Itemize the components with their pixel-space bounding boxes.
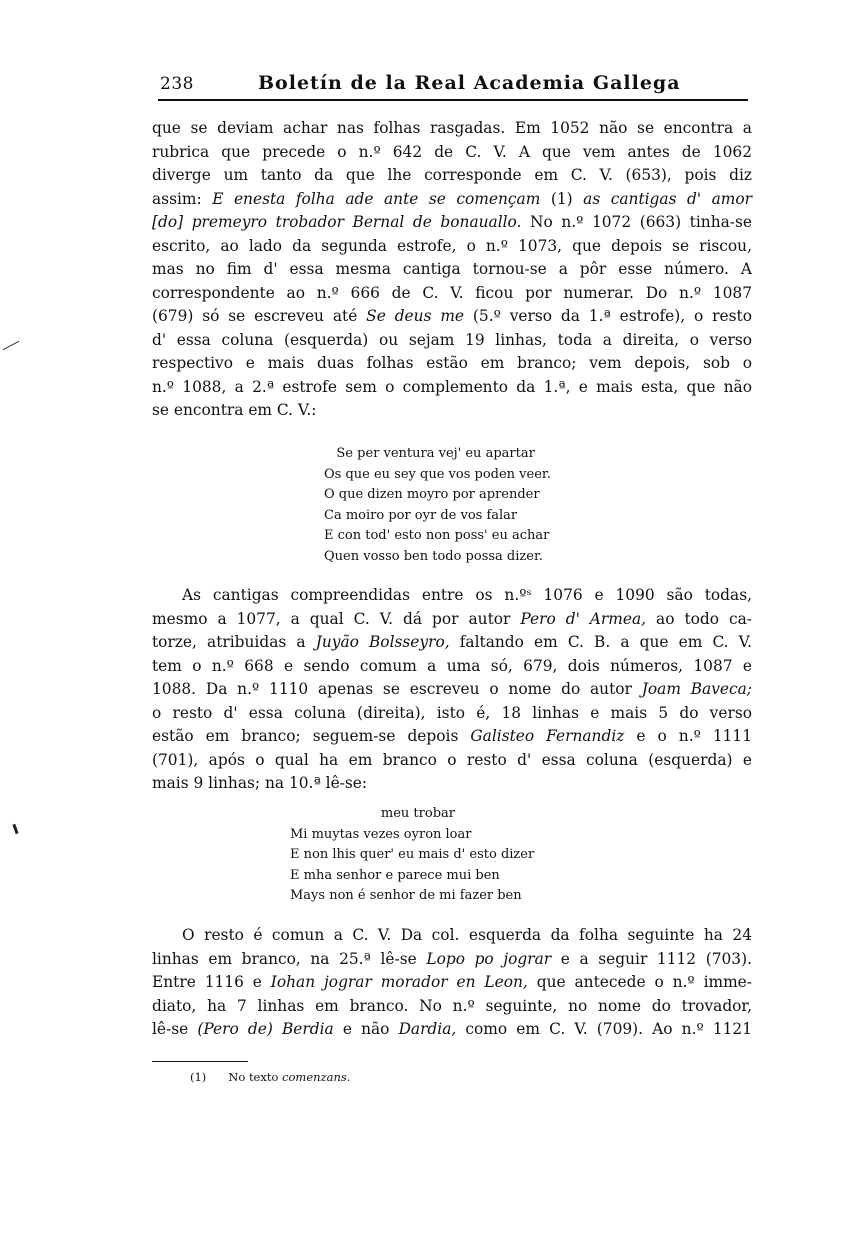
text: como em C. V. (709). Ao n.º 1121: [456, 1020, 753, 1038]
text: (1): [540, 189, 584, 208]
text-line: [152, 329, 752, 353]
text: e o n.º 1111: [624, 727, 753, 745]
text: respectivo e mais duas folhas estão em branco; vem depois, sob o: [152, 354, 752, 372]
text-line: [152, 584, 752, 608]
text-line: [152, 971, 752, 995]
text-line: [152, 164, 752, 188]
text: No n.º 1072 (663) tinha-se: [521, 213, 752, 231]
text: que se deviam achar nas folhas rasgadas. Em 1052 não se encontra a: [152, 119, 752, 137]
italic-text: Pero d' Armea,: [520, 609, 647, 628]
text-line: [152, 995, 752, 1019]
text-line: [152, 305, 752, 329]
text: (679) só se escreveu até: [152, 307, 367, 325]
text-line: [152, 282, 752, 306]
text: As cantigas compreendidas entre os n.ºˢ 1076 e 1090 são todas,: [182, 586, 752, 604]
verse-line: O que dizen moyro por aprender: [324, 487, 540, 502]
italic-text: Juyão Bolsseyro,: [315, 633, 450, 651]
text-line: [152, 235, 752, 259]
text: (5.º verso da 1.ª estrofe), o resto: [464, 307, 752, 325]
text: se encontra em C. V.:: [152, 401, 317, 419]
text: d' essa coluna (esquerda) ou sejam 19 linhas, toda a direita, o verso: [152, 330, 752, 349]
text: linhas em branco, na 25.ª lê-se: [152, 949, 427, 968]
verse-line: E mha senhor e parece mui ben: [290, 867, 500, 883]
verse-line: Mays non é senhor de mi fazer ben: [290, 888, 522, 903]
verse-line: Quen vosso ben todo possa dizer.: [324, 548, 543, 564]
text: (701), após o qual ha em branco o resto d' essa coluna (esquerda) e: [152, 750, 752, 769]
italic-text: Lopo po jograr: [426, 949, 552, 968]
text: lê-se: [152, 1020, 198, 1038]
italic-text: Se deus me: [366, 307, 465, 325]
italic-text: (Pero de) Berdia: [197, 1020, 334, 1038]
text-line: [152, 725, 752, 749]
text-line: [152, 749, 752, 773]
paragraph-3: [152, 924, 752, 1042]
text-line: [152, 211, 752, 235]
italic-text: Joam Baveca;: [641, 680, 752, 698]
verse-line: Ca moiro por oyr de vos falar: [324, 507, 518, 523]
italic-text: Iohan jograr morador en Leon,: [270, 973, 528, 991]
verse-quote-2: [290, 804, 534, 907]
text-line: [152, 1018, 752, 1042]
italic-text: Dardia,: [398, 1020, 457, 1038]
running-title: Boletín de la Real Academia Gallega: [258, 72, 681, 94]
verse-line: E con tod' esto non poss' eu achar: [324, 528, 550, 543]
text-line: [152, 924, 752, 948]
text-line: [152, 948, 752, 972]
text: diverge um tanto da que lhe corresponde em C. V. (653), pois diz: [152, 166, 752, 184]
margin-pencil-mark: [12, 824, 18, 834]
text: mesmo a 1077, a qual C. V. dá por autor: [152, 609, 521, 628]
page-number: 238: [160, 74, 194, 94]
text-line: [152, 399, 752, 423]
paragraph-1: [152, 117, 752, 423]
footnote-italic: comenzans.: [282, 1070, 351, 1084]
footnote: [190, 1070, 350, 1084]
text: e a seguir 1112 (703).: [551, 949, 752, 968]
text-line: [152, 702, 752, 726]
text-line: [152, 631, 752, 655]
verse-line: Os que eu sey que vos poden veer.: [324, 466, 551, 482]
header-rule: [158, 99, 748, 101]
italic-text: E enesta folha ade ante se començam: [212, 189, 541, 208]
italic-text: Galisteo Fernandiz: [470, 727, 625, 745]
text: n.º 1088, a 2.ª estrofe sem o complemento da 1.ª, e mais esta, que não: [152, 377, 752, 396]
text: Entre 1116 e: [152, 973, 271, 991]
italic-text: as cantigas d' amor: [583, 189, 752, 208]
text-line: [152, 608, 752, 632]
text: diato, ha 7 linhas em branco. No n.º seguinte, no nome do trovador,: [152, 996, 752, 1015]
text-line: [152, 376, 752, 400]
page-header: [158, 72, 748, 100]
text: e não: [333, 1020, 399, 1038]
verse-line: meu trobar: [290, 806, 455, 821]
text: escrito, ao lado da segunda estrofe, o n.º 1073, que depois se riscou,: [152, 236, 752, 255]
footnote-mark: (1): [190, 1070, 207, 1084]
paragraph-2: [152, 584, 752, 796]
text: o resto d' essa coluna (direita), isto é, 18 linhas e mais 5 do verso: [152, 703, 752, 722]
text-line: [152, 258, 752, 282]
text: faltando em C. B. a que em C. V.: [449, 633, 752, 651]
text-line: [152, 141, 752, 165]
text: 1088. Da n.º 1110 apenas se escreveu o nome do autor: [152, 680, 642, 698]
text: O resto é comun a C. V. Da col. esquerda da folha seguinte ha 24: [182, 926, 752, 944]
footnote-rule: [152, 1061, 248, 1062]
text: correspondente ao n.º 666 de C. V. ficou por numerar. Do n.º 1087: [152, 283, 752, 302]
text-line: [152, 655, 752, 679]
verse-quote-1: [324, 444, 551, 567]
text: tem o n.º 668 e sendo comum a uma só, 679, dois números, 1087 e: [152, 656, 752, 675]
text: torze, atribuidas a: [152, 633, 316, 651]
text-line: [152, 188, 752, 212]
italic-text: [do] premeyro trobador Bernal de bonauallo.: [152, 213, 522, 231]
text: estão em branco; seguem-se depois: [152, 727, 471, 745]
text: mais 9 linhas; na 10.ª lê-se:: [152, 774, 368, 792]
text: mas no fim d' essa mesma cantiga tornou-se a pôr esse número. A: [152, 260, 752, 278]
text-line: [152, 678, 752, 702]
margin-pencil-mark: [3, 341, 19, 350]
text-line: [152, 352, 752, 376]
verse-line: Se per ventura vej' eu apartar: [324, 446, 535, 461]
text: rubrica que precede o n.º 642 de C. V. A que vem antes de 1062: [152, 142, 752, 161]
text: assim:: [152, 189, 213, 208]
verse-line: Mi muytas vezes oyron loar: [290, 826, 472, 842]
text: ao todo ca-: [646, 609, 752, 628]
verse-line: E non lhis quer' eu mais d' esto dizer: [290, 847, 535, 862]
footnote-text: No texto: [228, 1070, 283, 1084]
text-line: [152, 117, 752, 141]
text: que antecede o n.º imme-: [527, 973, 752, 991]
text-line: [152, 772, 752, 796]
